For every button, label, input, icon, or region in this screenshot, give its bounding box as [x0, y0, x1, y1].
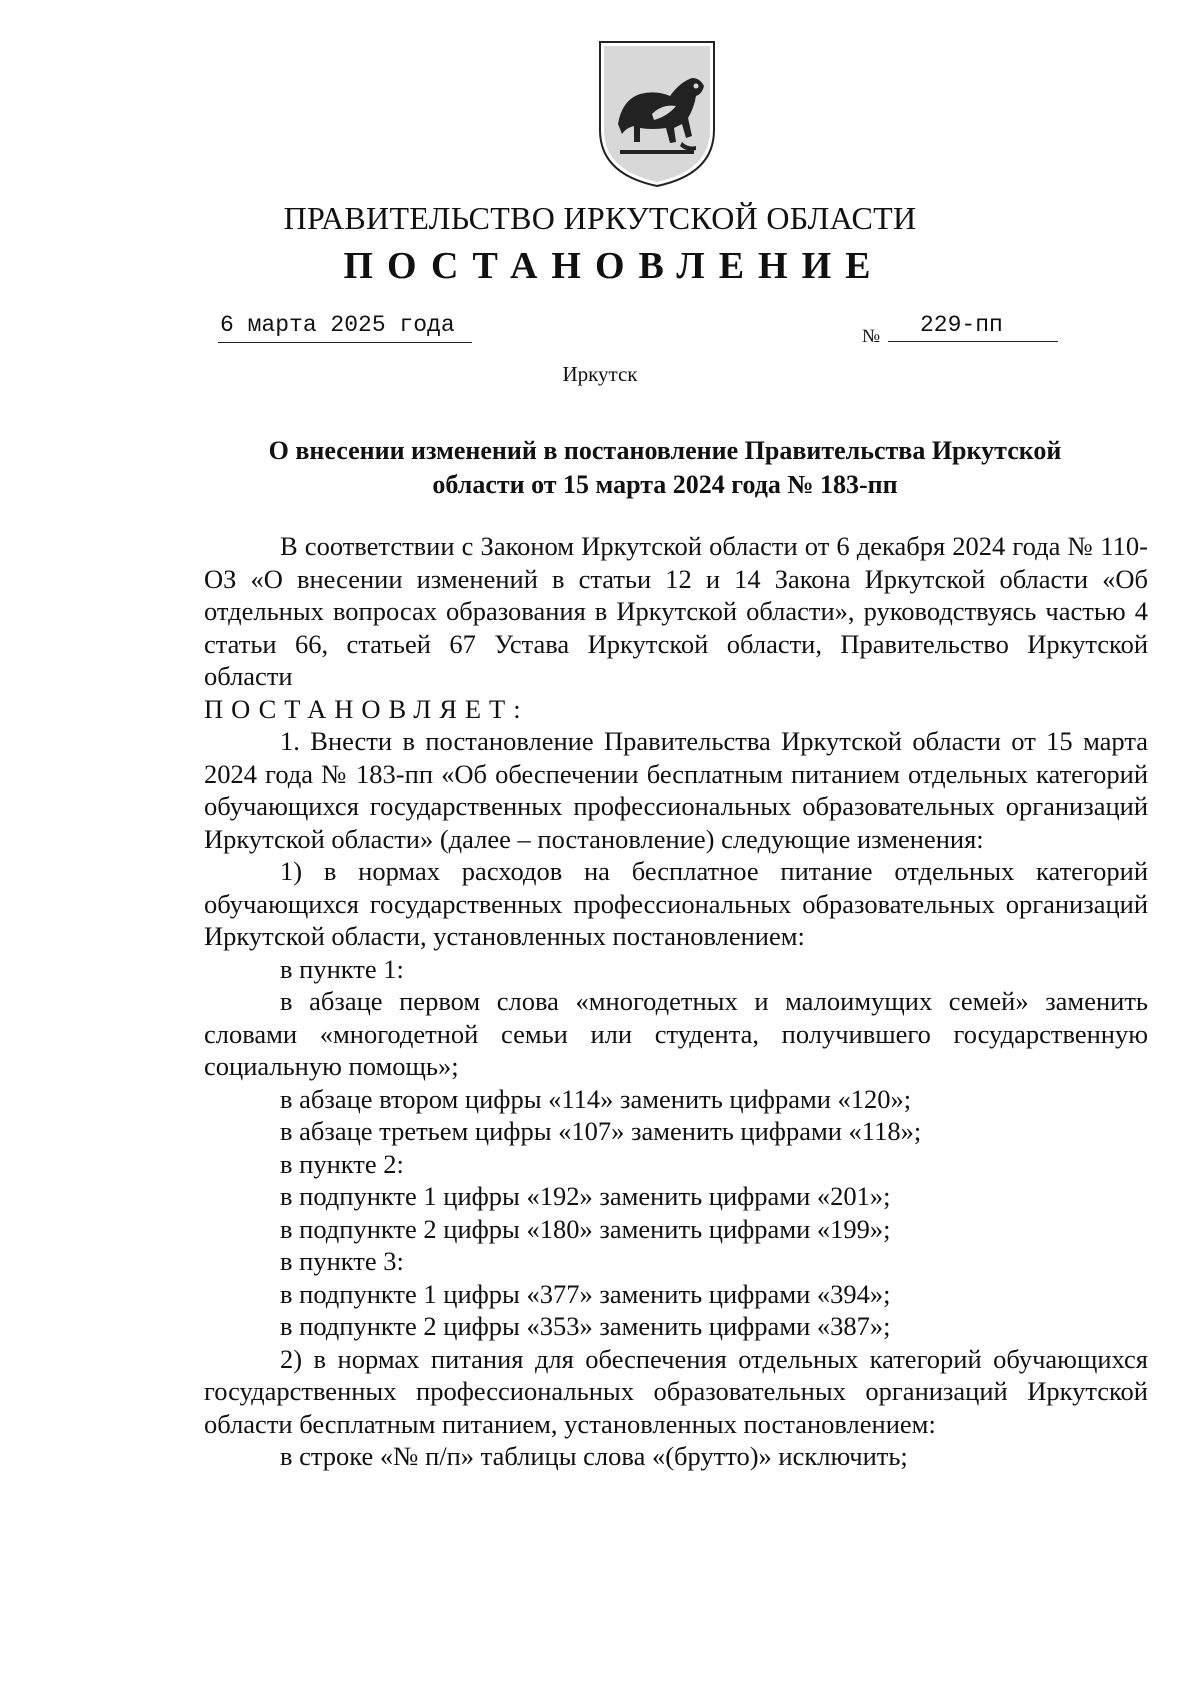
city-name: Иркутск — [562, 362, 638, 386]
subparagraph-1: 1) в нормах расходов на бесплатное питание отдельных категорий обучающихся государственных профессиональных образовательных организаций Иркутской области, установленных постановлением: — [204, 856, 1148, 951]
document-body — [204, 530, 1148, 1473]
list-item: в подпункте 2 цифры «353» заменить цифрами «387»; — [280, 1311, 891, 1341]
decree-word: ПОСТАНОВЛЯЕТ: — [204, 693, 529, 724]
document-type: ПОСТАНОВЛЕНИЕ — [343, 245, 885, 287]
list-item: в подпункте 1 цифры «192» заменить цифрами «201»; — [280, 1181, 891, 1211]
list-item: в пункте 3: — [280, 1246, 404, 1276]
list-item: в подпункте 1 цифры «377» заменить цифрами «394»; — [280, 1278, 891, 1309]
coat-of-arms-icon — [596, 38, 718, 188]
number-sign: № — [862, 326, 881, 347]
subparagraph-2: 2) в нормах питания для обеспечения отдельных категорий обучающихся государственных профессиональных образовательных организаций Иркутской области бесплатным питанием, установленных постановлением: — [204, 1343, 1148, 1439]
paragraph-1: 1. Внести в постановление Правительства Иркутской области от 15 марта 2024 года № 183-пп «Об обеспечении бесплатным питанием отдельных категорий обучающихся государственных профессиональных образовательных организаций Иркутской области» (далее – постановление) следующие изменения: — [204, 726, 1148, 854]
list-item: в пункте 2: — [280, 1148, 404, 1179]
title-line-2: области от 15 марта 2024 года № 183-пп — [432, 470, 898, 499]
list-item: в строке «№ п/п» таблицы слова «(брутто)» исключить; — [280, 1441, 908, 1471]
preamble-paragraph: В соответствии с Законом Иркутской области от 6 декабря 2024 года № 110-ОЗ «О внесении изменений в статьи 12 и 14 Закона Иркутской области «Об отдельных вопросах образования в Иркутской области», руководствуясь частью 4 статьи 66, статьей 67 Устава Иркутской области, Правительство Иркутской области — [204, 531, 1148, 691]
title-line-1: О внесении изменений в постановление Правительства Иркутской — [268, 436, 1062, 465]
list-item: в абзаце первом слова «многодетных и малоимущих семей» заменить словами «многодетной семьи или студента, получившего государственную социальную помощь»; — [204, 986, 1148, 1081]
list-item: в абзаце втором цифры «114» заменить цифрами «120»; — [280, 1083, 912, 1114]
government-name: ПРАВИТЕЛЬСТВО ИРКУТСКОЙ ОБЛАСТИ — [283, 200, 917, 236]
list-item: в пункте 1: — [280, 953, 404, 984]
list-item: в абзаце третьем цифры «107» заменить цифрами «118»; — [280, 1116, 922, 1146]
document-number: 229-пп — [888, 312, 1058, 342]
document-title — [200, 434, 1130, 502]
list-item: в подпункте 2 цифры «180» заменить цифрами «199»; — [280, 1213, 891, 1244]
document-date: 6 марта 2025 года — [218, 312, 472, 343]
